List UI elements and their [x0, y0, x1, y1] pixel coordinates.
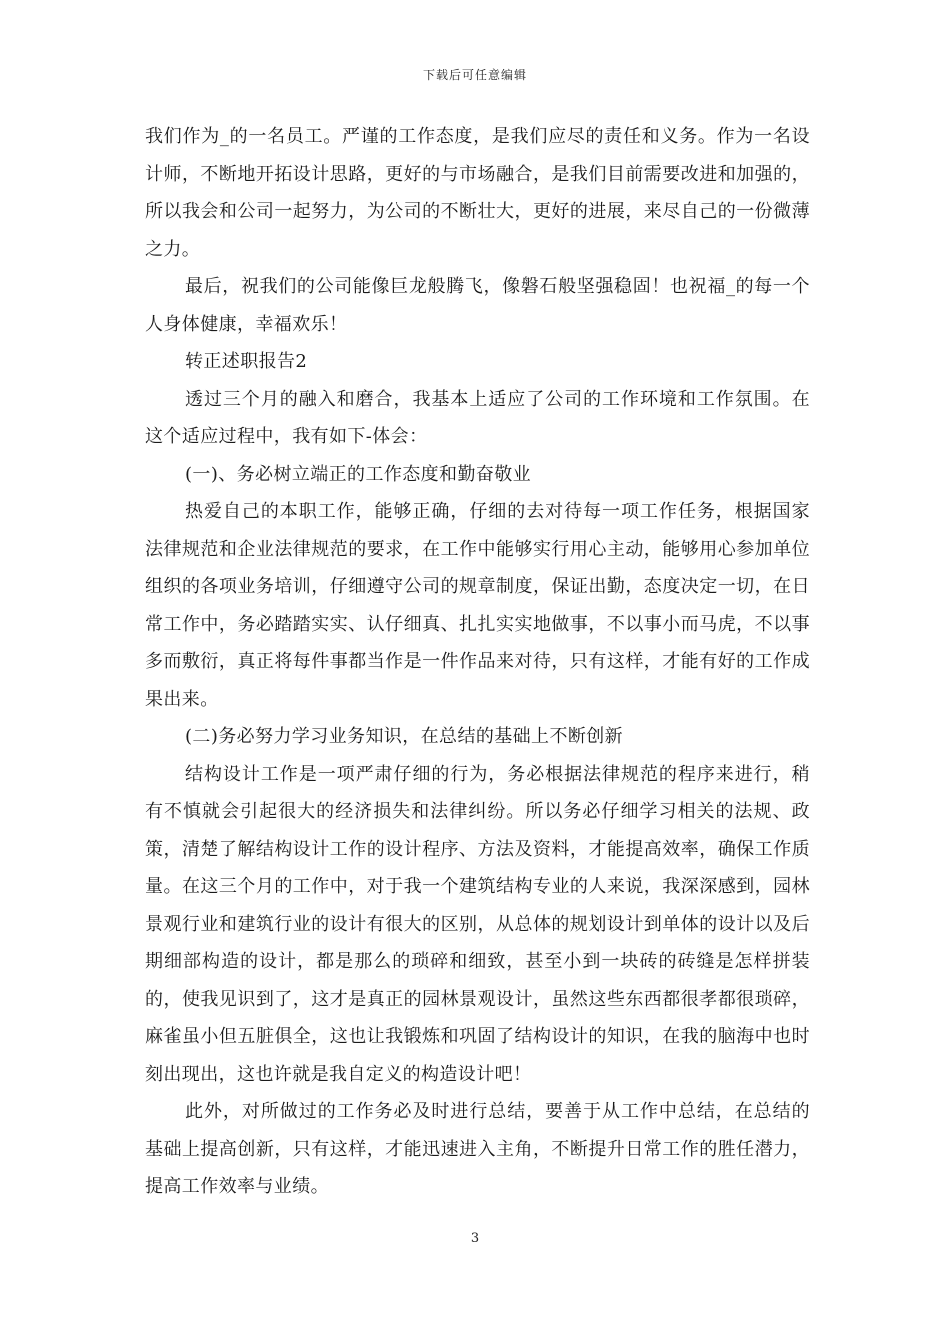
section-heading: 转正述职报告2: [185, 351, 308, 372]
page-header: 下载后可任意编辑: [422, 68, 527, 82]
paragraph: 结构设计工作是一项严肃仔细的行为，务必根据法律规范的程序来进行，稍有不慎就会引起很大的经济损失和法律纠纷。所以务必仔细学习相关的法规、政策，清楚了解结构设计工作的设计程序、方法及资料，才能提高效率，确保工作质量。在这三个月的工作中，对于我一个建筑结构专业的人来说，我深深感到，园林景观行业和建筑行业的设计有很大的区别，从总体的规划设计到单体的设计以及后期细部构造的设计，都是那么的琐碎和细致，甚至小到一块砖的砖缝是怎样拼装的，使我见识到了，这才是真正的园林景观设计，虽然这些东西都很孝都很琐碎，麻雀虽小但五脏俱全，这也让我锻炼和巩固了结构设计的知识，在我的脑海中也时刻出现出，这也许就是我自定义的构造设计吧！: [145, 763, 810, 1085]
paragraph: 热爱自己的本职工作，能够正确，仔细的去对待每一项工作任务，根据国家法律规范和企业法律规范的要求，在工作中能够实行用心主动，能够用心参加单位组织的各项业务培训，仔细遵守公司的规章制度，保证出勤，态度决定一切，在日常工作中，务必踏踏实实、认仔细真、扎扎实实地做事，不以事小而马虎，不以事多而敷衍，真正将每件事都当作是一件作品来对待，只有这样，才能有好的工作成果出来。: [145, 501, 810, 710]
document-body: [145, 118, 810, 1206]
paragraph: 透过三个月的融入和磨合，我基本上适应了公司的工作环境和工作氛围。在这个适应过程中，我有如下-体会：: [145, 388, 810, 447]
subheading: (一)、务必树立端正的工作态度和勤奋敬业: [185, 463, 532, 485]
paragraph: 此外，对所做过的工作务必及时进行总结，要善于从工作中总结，在总结的基础上提高创新，只有这样，才能迅速进入主角，不断提升日常工作的胜任潜力，提高工作效率与业绩。: [145, 1101, 810, 1197]
page-number: 3: [470, 1231, 480, 1246]
paragraph: 最后，祝我们的公司能像巨龙般腾飞，像磐石般坚强稳固！也祝福_的每一个人身体健康，幸福欢乐！: [145, 276, 810, 335]
subheading: (二)务必努力学习业务知识，在总结的基础上不断创新: [185, 726, 624, 747]
paragraph: 我们作为_的一名员工。严谨的工作态度，是我们应尽的责任和义务。作为一名设计师，不断地开拓设计思路，更好的与市场融合，是我们目前需要改进和加强的，所以我会和公司一起努力，为公司的不断壮大，更好的进展，来尽自己的一份微薄之力。: [145, 126, 810, 260]
